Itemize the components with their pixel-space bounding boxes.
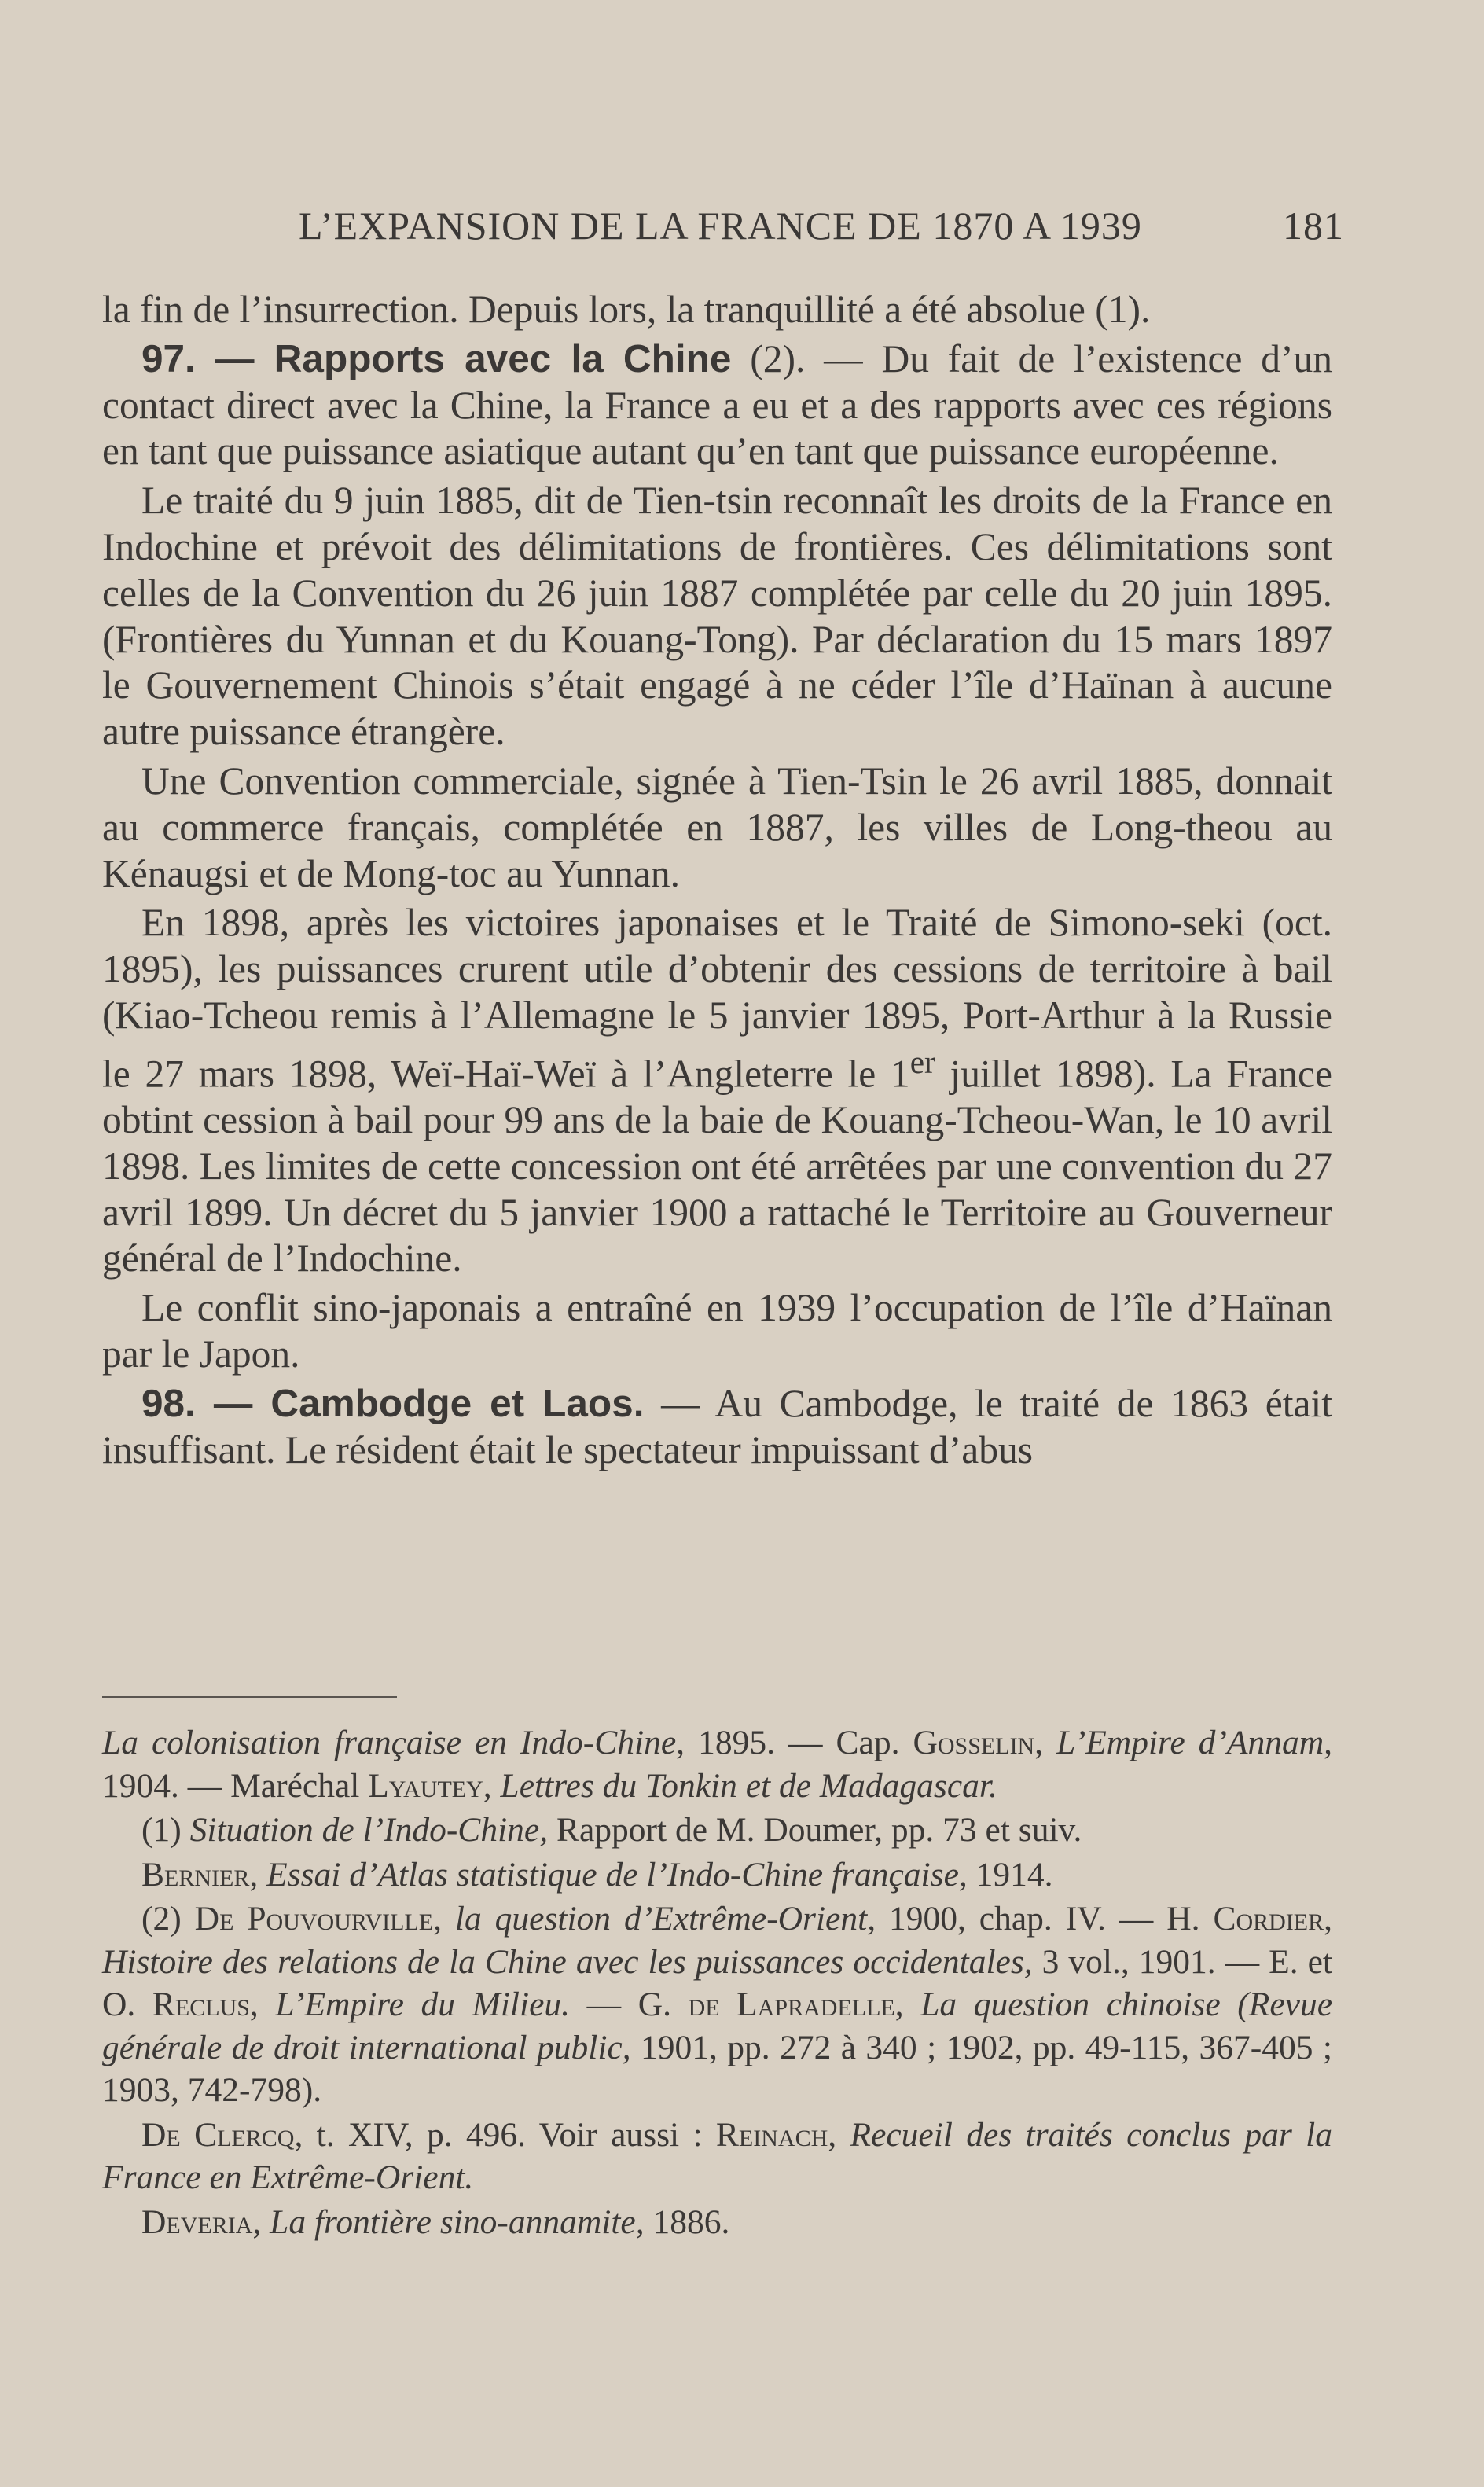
footnote-text: , (1324, 1900, 1333, 1938)
footnote-author: Bernier (141, 1855, 250, 1894)
footnote-text: 1895. — Cap. (685, 1724, 913, 1761)
section-97-note-ref: (2). — (731, 336, 882, 380)
footnote-text: , (249, 1855, 267, 1894)
footnote-author: de Lapradelle (688, 1986, 895, 2023)
footnote-text: Rapport de M. Doumer, pp. 73 et suiv. (548, 1811, 1082, 1849)
page-number: 181 (1283, 204, 1344, 248)
footnotes (102, 1721, 1332, 2245)
footnote-author: Reclus (152, 1986, 250, 2023)
footnote-marker: (2) (141, 1900, 195, 1938)
paragraph-commercial-convention: Une Convention commerciale, signée à Tien-Tsin le 26 avril 1885, donnait au commerce français, complétée en 1887, les villes de Long-theou au Kénaugsi et de Mong-toc au Yunnan. (102, 759, 1332, 895)
main-text (102, 287, 1332, 1476)
footnote-title: L’Empire d’Annam, (1056, 1724, 1333, 1761)
footnote-rule (102, 1696, 397, 1698)
footnote-continued (102, 1721, 1332, 1807)
section-98-heading: 98. — Cambodge et Laos. (141, 1381, 645, 1425)
footnote-text: , (1034, 1724, 1057, 1761)
paragraph-1898-part-b: juillet 1898). La France obtint cession à bail pour 99 ans de la baie de Kouang-Tcheou-Wan, le 10 avril 1898. Les limites de cette concession ont été arrêtées par une convention du 27 avril 1899. Un décret du 5 janvier 1900 a rattaché le Territoire au Gouverneur général de l’Indochine. (102, 1052, 1332, 1280)
footnote-title: Essai d’Atlas statistique de l’Indo-Chine française, (266, 1855, 968, 1894)
section-97-heading: 97. — Rapports avec la Chine (141, 336, 732, 380)
footnote-author: De Pouvourville (194, 1900, 434, 1938)
footnote-text: , (894, 1986, 921, 2023)
superscript-er: er (909, 1043, 935, 1080)
footnote-text: , (252, 2202, 270, 2241)
footnote-text: , (828, 2115, 850, 2154)
footnote-text: 1901, pp. 272 à 340 ; 1902, pp. 49-115, 367-405 ; 1903, 742-798). (102, 2028, 1332, 2109)
footnote-2-last (102, 2201, 1332, 2244)
footnote-title: Lettres du Tonkin et de Madagascar. (500, 1766, 997, 1805)
running-title: L’EXPANSION DE LA FRANCE DE 1870 A 1939 (299, 204, 1142, 248)
footnote-1 (102, 1809, 1332, 1852)
footnote-title: Recueil des traités conclus par la France en Extrême-Orient. (102, 2115, 1333, 2196)
section-97 (102, 336, 1332, 475)
footnote-author: Reinach (715, 2115, 828, 2154)
paragraph-1898-cessions (102, 900, 1332, 1282)
footnote-title: La question chinoise (Revue générale de droit international public, (102, 1986, 1333, 2066)
footnote-text: , (249, 1986, 276, 2023)
footnote-author: Gosselin (913, 1724, 1035, 1761)
footnote-text: 1886. (644, 2202, 730, 2241)
footnote-text: , t. XIV, p. 496. Voir aussi : (294, 2115, 716, 2154)
footnote-title: Histoire des relations de la Chine avec les puissances occidentales, (102, 1942, 1033, 1981)
footnote-1-continued (102, 1853, 1332, 1897)
footnote-author: Deveria (141, 2202, 253, 2241)
footnote-title: La frontière sino-annamite, (270, 2202, 645, 2241)
footnote-title: Situation de l’Indo-Chine, (189, 1811, 549, 1849)
footnote-text: 1904. — Maréchal (102, 1766, 369, 1805)
footnote-text: , (483, 1766, 501, 1805)
footnote-2-continued (102, 2114, 1332, 2199)
footnote-text: , (433, 1900, 455, 1938)
page-header (299, 195, 1344, 258)
paragraph-tien-tsin-treaty: Le traité du 9 juin 1885, dit de Tien-tsin reconnaît les droits de la France en Indochine et prévoit des délimitations de frontières. Ces délimitations sont celles de la Convention du 26 juin 1887 complétée par celle du 20 juin 1895. (Frontières du Yunnan et du Kouang-Tong). Par déclaration du 15 mars 1897 le Gouvernement Chinois s’était engagé à ne céder l’île d’Haïnan à aucune autre puissance étrangère. (102, 479, 1332, 754)
footnote-text: 1914. (967, 1855, 1053, 1894)
paragraph-insurrection: la fin de l’insurrection. Depuis lors, la tranquillité a été absolue (1). (102, 288, 1151, 331)
footnote-title: La colonisation française en Indo-Chine, (102, 1724, 685, 1761)
footnote-text: 3 vol., 1901. — E. et O. (102, 1942, 1332, 2023)
footnote-author: De Clercq (141, 2115, 295, 2154)
footnote-title: la question d’Extrême-Orient, (454, 1900, 876, 1938)
section-97-text: Du fait de l’existence d’un contact direct avec la Chine, la France a eu et a des rapports avec ces régions en tant que puissance asiatique autant qu’en tant que puissance européenne. (102, 336, 1332, 473)
section-98-text: — Au Cambodge, le traité de 1863 était insuffisant. Le résident était le spectateur impuissant d’abus (102, 1381, 1332, 1471)
footnote-title: L’Empire du Milieu. (275, 1986, 571, 2023)
section-98 (102, 1381, 1332, 1474)
footnote-text: — G. (570, 1986, 689, 2023)
footnote-author: Cordier (1213, 1900, 1324, 1938)
footnote-marker: (1) (141, 1811, 190, 1849)
footnote-text: 1900, chap. IV. — H. (876, 1900, 1214, 1938)
paragraph-sino-japanese-conflict: Le conflit sino-japonais a entraîné en 1939 l’occupation de l’île d’Haïnan par le Japon. (102, 1286, 1332, 1376)
footnote-author: Lyautey (368, 1766, 483, 1805)
paragraph-1898-part-a: En 1898, après les victoires japonaises et le Traité de Simono-seki (oct. 1895), les puissances crurent utile d’obtenir des cessions de territoire à bail (Kiao-Tcheou remis à l’Allemagne le 5 janvier 1895, Port-Arthur à la Russie le 27 mars 1898, Weï-Haï-Weï à l’Angleterre le 1 (102, 901, 1332, 1096)
footnote-2 (102, 1897, 1332, 2112)
